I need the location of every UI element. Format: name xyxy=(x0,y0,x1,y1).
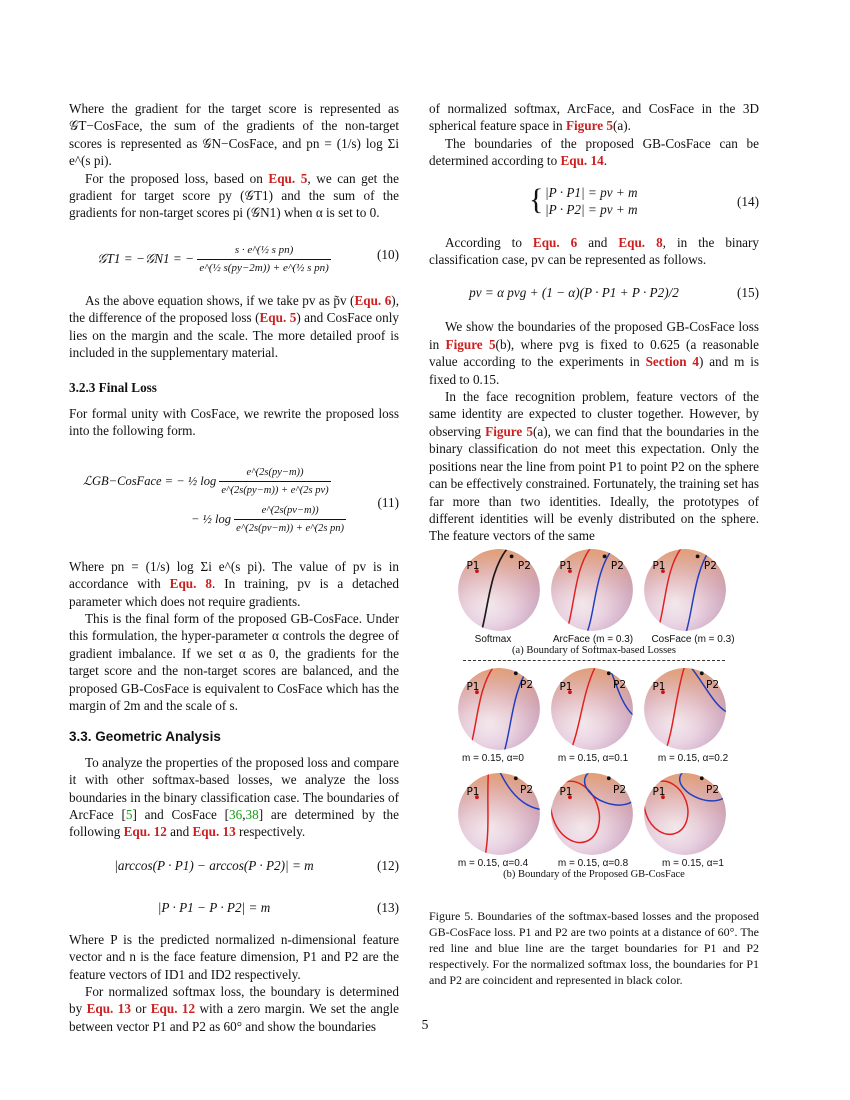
subcaption-b: (b) Boundary of the Proposed GB-CosFace xyxy=(503,869,685,880)
p1-label: P1 xyxy=(559,786,573,799)
sphere-caption: CosFace (m = 0.3) xyxy=(651,634,735,645)
p2-point xyxy=(514,776,518,780)
eq-text: pv = α pvg + (1 − α)(P · P1 + P · P2)/2 xyxy=(469,285,679,301)
paragraph xyxy=(429,318,759,388)
equation-link[interactable]: Equ. 13 xyxy=(86,1001,131,1017)
p2-point xyxy=(607,671,611,675)
text: , we can get the gradient for target score py (𝒢T1) and the sum of the gradients for non-target scores pi (𝒢N1) when α is set to 0. xyxy=(69,170,399,221)
p2-point xyxy=(510,555,514,559)
eq-text: − ½ log xyxy=(191,511,232,526)
paragraph: For formal unity with CosFace, we rewrite the proposed loss into the following form. xyxy=(69,405,399,439)
equation-link[interactable]: Equ. 12 xyxy=(150,1001,196,1017)
sphere-caption: m = 0.15, α=0.8 xyxy=(557,858,629,869)
text: and xyxy=(166,824,193,840)
paragraph xyxy=(429,388,759,545)
sphere-caption: m = 0.15, α=0.2 xyxy=(657,753,729,764)
text: We show the boundaries of the proposed GB-CosFace loss in xyxy=(429,319,759,352)
section-link[interactable]: Section 4 xyxy=(645,354,700,370)
equation-link[interactable]: Equ. 6 xyxy=(354,292,392,308)
sphere-softmax xyxy=(457,548,541,632)
section-heading: 3.3. Geometric Analysis xyxy=(69,729,221,745)
sphere-caption: m = 0.15, α=0 xyxy=(462,753,524,764)
sphere-alpha-0-4 xyxy=(457,772,541,856)
text: (a), we can find that the boundaries in the binary classification do not meet this expectation. Only the positions near the line from point P1 to point P2 on the sphere can be effectively constrained. Fortunately, the training set has far more than two identities. Ideally, the prototypes of different identities will be evenly distributed on the sphere. The feature vectors of the same xyxy=(429,423,759,544)
eq-denominator: e^(½ s(py−2m)) + e^(½ s pn) xyxy=(199,262,329,275)
figure-link[interactable]: Figure 5 xyxy=(485,423,533,439)
eq-numerator: s · e^(½ s pn) xyxy=(197,242,331,260)
sphere-alpha-0-8 xyxy=(550,772,634,856)
sphere-alpha-1 xyxy=(643,772,727,856)
text: According to xyxy=(445,234,533,250)
paragraph xyxy=(429,100,759,135)
equation-11 xyxy=(69,464,399,542)
p1-label: P1 xyxy=(466,681,480,694)
text: As the above equation shows, if we take pv as p̃v ( xyxy=(85,292,355,308)
text: . xyxy=(603,153,608,169)
paragraph xyxy=(69,170,399,222)
p2-label: P2 xyxy=(703,560,717,572)
p2-label: P2 xyxy=(706,679,720,691)
p2-label: P2 xyxy=(517,560,531,572)
p1-label: P1 xyxy=(652,681,666,694)
sphere-caption: m = 0.15, α=1 xyxy=(662,858,724,869)
p2-label: P2 xyxy=(613,784,627,796)
sphere-caption: m = 0.15, α=0.1 xyxy=(557,753,629,764)
text: of normalized softmax, ArcFace, and CosFace in the 3D spherical feature space in xyxy=(429,101,759,134)
sphere-caption: m = 0.15, α=0.4 xyxy=(457,858,529,869)
subcaption-a: (a) Boundary of Softmax-based Losses xyxy=(512,645,676,656)
equation-link[interactable]: Equ. 8 xyxy=(618,234,663,250)
text: Where pn = (1/s) log Σi e^(s pi). The value of pv is in accordance with xyxy=(69,558,399,592)
text: In the face recognition problem, feature vectors of the same identity are expected to cluster together. However, by observing xyxy=(429,389,759,439)
equation-link[interactable]: Equ. 5 xyxy=(259,310,297,326)
equation-number: (14) xyxy=(737,193,759,209)
equation-14 xyxy=(429,182,759,222)
right-column xyxy=(429,100,759,545)
sphere-cosface xyxy=(643,548,727,632)
sphere-arcface xyxy=(550,548,634,632)
p2-label: P2 xyxy=(520,784,534,796)
eq-text: |arccos(P · P1) − arccos(P · P2)| = m xyxy=(114,857,314,873)
sphere-caption: Softmax xyxy=(474,634,512,645)
equation-link[interactable]: Equ. 8 xyxy=(169,576,212,592)
text: ] are determined by the following xyxy=(69,806,399,840)
dashed-divider xyxy=(463,660,725,661)
p2-point xyxy=(603,555,607,559)
equation-link[interactable]: Equ. 12 xyxy=(123,824,167,840)
p1-label: P1 xyxy=(652,560,666,572)
p1-label: P1 xyxy=(652,786,666,799)
sphere-alpha-0-1 xyxy=(550,667,634,751)
equation-12 xyxy=(69,855,399,879)
text: (a). xyxy=(612,118,631,134)
eq-text: |P · P1| = pv + m xyxy=(545,184,638,200)
text: ) and CosFace only lies on the margin and the scale. The more detailed proof is included in the supplementary material. xyxy=(69,310,400,361)
p1-label: P1 xyxy=(466,560,480,572)
paragraph xyxy=(429,135,759,170)
citation-link[interactable]: 5 xyxy=(125,806,133,822)
figure-link[interactable]: Figure 5 xyxy=(445,336,496,352)
sphere-row-b2 xyxy=(457,772,727,856)
page-number: 5 xyxy=(421,1017,429,1032)
p2-label: P2 xyxy=(520,679,534,691)
eq-text: |P · P1 − P · P2| = m xyxy=(157,899,271,915)
eq-numerator: e^(2s(pv−m)) xyxy=(234,502,346,520)
equation-number: (10) xyxy=(377,246,399,262)
equation-number: (13) xyxy=(377,899,399,915)
equation-link[interactable]: Equ. 5 xyxy=(268,170,308,186)
text: with a zero margin. We set the angle between vector P1 and P2 as 60° and show the boundaries xyxy=(69,1001,400,1034)
paragraph: Where the gradient for the target score is represented as 𝒢T−CosFace, the sum of the gradients of the non-target scores is represented as 𝒢N−CosFace, and pn = (1/s) log Σi e^(s pi). xyxy=(69,101,399,169)
text: , in the binary classification case, pv can be represented as follows. xyxy=(429,234,760,268)
paragraph: Where P is the predicted normalized n-dimensional feature vector and n is the face feature dimension, P1 and P2 are the feature vectors of ID1 and ID2 respectively. xyxy=(69,931,399,982)
equation-number: (12) xyxy=(377,857,399,873)
brace: { xyxy=(529,182,544,216)
equation-13 xyxy=(69,897,399,921)
p2-point xyxy=(700,671,704,675)
eq-denominator: e^(2s(py−m)) + e^(2s pv) xyxy=(221,485,329,497)
equation-link[interactable]: Equ. 6 xyxy=(532,234,578,250)
figure-caption: Figure 5. Boundaries of the softmax-based losses and the proposed GB-CosFace loss. P1 and P2 are two points at a distance of 60°. The red line and blue line are the target boundaries for P1 and P2 respectively. For the normalized softmax loss, the boundaries for P1 and P2 are coincident and represented in black color. xyxy=(429,909,759,987)
p2-point xyxy=(607,776,611,780)
text: For normalized softmax loss, the boundary is determined by xyxy=(69,984,399,1017)
text: ), the difference of the proposed loss ( xyxy=(69,292,399,326)
sphere-caption: ArcFace (m = 0.3) xyxy=(552,634,634,645)
sphere-row-b1 xyxy=(457,667,727,751)
text: For the proposed loss, based on xyxy=(85,170,269,186)
equation-number: (15) xyxy=(737,285,759,301)
p2-point xyxy=(696,555,700,559)
p2-label: P2 xyxy=(706,784,720,796)
text: To analyze the properties of the proposed loss and compare it with other softmax-based losses, we analyze the loss boundaries in the binary classification case. The boundaries of ArcFace [ xyxy=(69,754,399,822)
eq-numerator: e^(2s(py−m)) xyxy=(219,464,330,482)
paragraph xyxy=(69,558,399,610)
p2-point xyxy=(700,776,704,780)
paragraph xyxy=(69,292,399,362)
section-heading: 3.2.3 Final Loss xyxy=(69,380,157,396)
paragraph: To analyze the properties of the proposed loss and compare it with other softmax-based losses, we analyze the loss boundaries in the binary classification case. The boundaries of ArcFace [5] and CosFace [36,38] are determined by the following Equ. 12 and Equ. 13 respectively. xyxy=(69,754,399,840)
eq-denominator: e^(2s(pv−m)) + e^(2s pn) xyxy=(236,522,345,534)
text: ] and CosFace [ xyxy=(132,806,230,822)
equation-10 xyxy=(69,236,399,278)
figure-5 xyxy=(429,548,759,880)
text: or xyxy=(130,1001,151,1017)
equation-link[interactable]: Equ. 13 xyxy=(192,824,236,840)
eq-text: 𝒢T1 = −𝒢N1 = − xyxy=(97,250,195,266)
p2-label: P2 xyxy=(610,560,624,572)
sphere-alpha-0-2 xyxy=(643,667,727,751)
p1-label: P1 xyxy=(466,786,480,799)
citation-link[interactable]: 38 xyxy=(245,806,259,822)
equation-number: (11) xyxy=(377,494,399,510)
text: respectively. xyxy=(235,824,306,840)
sphere-alpha-0 xyxy=(457,667,541,751)
sphere-row-a xyxy=(457,548,727,632)
eq-text: ℒGB−CosFace = − ½ log xyxy=(83,473,217,488)
eq-text: |P · P2| = pv + m xyxy=(545,202,638,218)
p2-point xyxy=(514,671,518,675)
text: ) and m is fixed to 0.15. xyxy=(429,354,759,387)
figure-link[interactable]: Figure 5 xyxy=(565,118,613,134)
paragraph xyxy=(429,234,759,269)
paragraph: This is the final form of the proposed GB-CosFace. Under this formulation, the hyper-parameter α controls the degree of gradient imbalance. If we set α as 0, the gradients for the target score and the non-target scores are balanced, and the proposed GB-CosFace is equivalent to CosFace which has the margin of 2m and the scale of s. xyxy=(69,610,399,713)
text: and xyxy=(577,234,619,250)
p1-label: P1 xyxy=(559,681,573,694)
p1-label: P1 xyxy=(559,560,573,572)
left-column xyxy=(69,100,399,1035)
equation-link[interactable]: Equ. 14 xyxy=(560,153,604,169)
p2-label: P2 xyxy=(613,679,627,691)
text: (b), where pvg is fixed to 0.625 (a reasonable value according to the experiments in xyxy=(429,336,759,370)
text: . In training, pv is a detached parameter which does not require gradients. xyxy=(69,576,399,609)
text: The boundaries of the proposed GB-CosFace can be determined according to xyxy=(429,135,759,169)
citation-link[interactable]: 36 xyxy=(229,806,243,822)
equation-15 xyxy=(429,282,759,306)
